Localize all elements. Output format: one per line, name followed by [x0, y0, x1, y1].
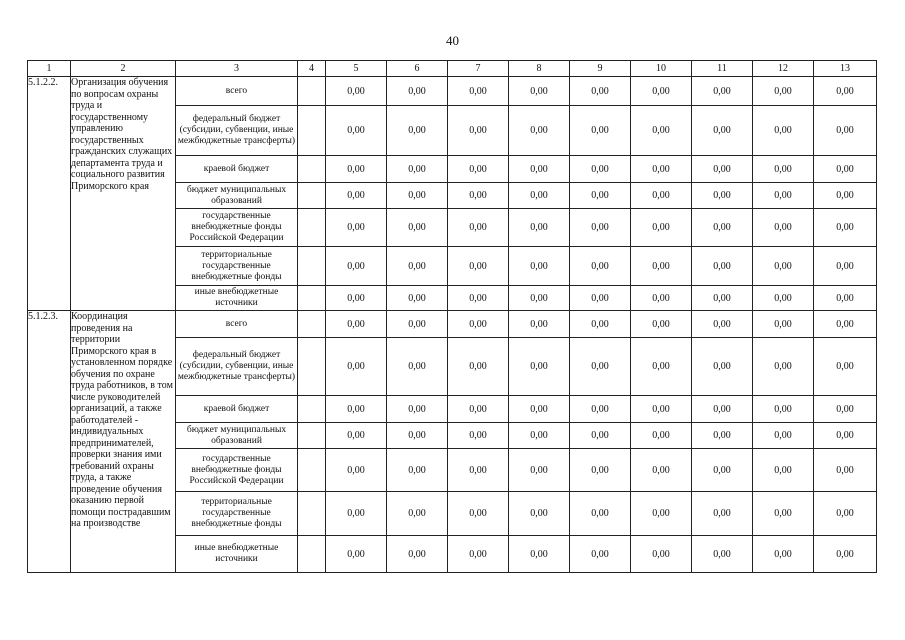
- value-cell: 0,00: [448, 338, 509, 396]
- item-name-cell: Координация проведения на территории Приморского края в установленном порядке обучения по охране труда работников, в том числе руководителей организаций, а также работодателей - индивидуальных предпринимателей, проверки знания ими требований охраны труда, а также проведение обучения оказанию первой помощи пострадавшим на производстве: [71, 311, 176, 573]
- value-cell: 0,00: [387, 311, 448, 338]
- value-cell: 0,00: [631, 183, 692, 209]
- value-cell: 0,00: [814, 247, 877, 286]
- funding-source-cell: всего: [176, 77, 298, 106]
- funding-source-cell: иные внебюджетные источники: [176, 536, 298, 573]
- value-cell: 0,00: [631, 106, 692, 156]
- value-cell: 0,00: [509, 536, 570, 573]
- value-cell: 0,00: [631, 209, 692, 247]
- value-cell: 0,00: [387, 77, 448, 106]
- value-cell: 0,00: [753, 311, 814, 338]
- header-cell: 13: [814, 61, 877, 77]
- value-cell: 0,00: [387, 209, 448, 247]
- value-cell: 0,00: [570, 209, 631, 247]
- value-cell: 0,00: [448, 536, 509, 573]
- value-cell: 0,00: [753, 77, 814, 106]
- value-cell: 0,00: [753, 156, 814, 183]
- value-cell: 0,00: [631, 492, 692, 536]
- value-cell: 0,00: [570, 492, 631, 536]
- value-cell: 0,00: [448, 286, 509, 311]
- value-cell: 0,00: [753, 423, 814, 449]
- value-cell: 0,00: [753, 106, 814, 156]
- value-cell: 0,00: [570, 338, 631, 396]
- value-cell: 0,00: [326, 492, 387, 536]
- value-cell: 0,00: [509, 156, 570, 183]
- header-cell: 7: [448, 61, 509, 77]
- value-cell: 0,00: [692, 338, 753, 396]
- value-cell: 0,00: [448, 492, 509, 536]
- header-cell: 3: [176, 61, 298, 77]
- value-cell: 0,00: [814, 423, 877, 449]
- value-cell: 0,00: [631, 449, 692, 492]
- funding-source-cell: федеральный бюджет (субсидии, субвенции, иные межбюджетные трансферты): [176, 106, 298, 156]
- item-code-cell: 5.1.2.3.: [28, 311, 71, 573]
- value-cell: 0,00: [448, 396, 509, 423]
- value-cell: 0,00: [570, 536, 631, 573]
- value-cell: 0,00: [326, 209, 387, 247]
- funding-source-cell: государственные внебюджетные фонды Российской Федерации: [176, 449, 298, 492]
- value-cell: 0,00: [692, 77, 753, 106]
- empty-cell: [298, 423, 326, 449]
- value-cell: 0,00: [387, 286, 448, 311]
- value-cell: 0,00: [631, 396, 692, 423]
- value-cell: 0,00: [448, 449, 509, 492]
- value-cell: 0,00: [387, 492, 448, 536]
- value-cell: 0,00: [448, 423, 509, 449]
- value-cell: 0,00: [631, 286, 692, 311]
- value-cell: 0,00: [692, 311, 753, 338]
- item-name-cell: Организация обучения по вопросам охраны труда и государственному управлению государственных гражданских служащих департамента труда и социального развития Приморского края: [71, 77, 176, 311]
- value-cell: 0,00: [814, 286, 877, 311]
- value-cell: 0,00: [814, 396, 877, 423]
- value-cell: 0,00: [753, 492, 814, 536]
- value-cell: 0,00: [326, 247, 387, 286]
- value-cell: 0,00: [509, 209, 570, 247]
- value-cell: 0,00: [814, 338, 877, 396]
- empty-cell: [298, 247, 326, 286]
- value-cell: 0,00: [509, 183, 570, 209]
- value-cell: 0,00: [570, 106, 631, 156]
- value-cell: 0,00: [570, 286, 631, 311]
- value-cell: 0,00: [814, 209, 877, 247]
- value-cell: 0,00: [326, 449, 387, 492]
- funding-source-cell: территориальные государственные внебюджетные фонды: [176, 247, 298, 286]
- value-cell: 0,00: [753, 536, 814, 573]
- value-cell: 0,00: [387, 106, 448, 156]
- value-cell: 0,00: [326, 77, 387, 106]
- value-cell: 0,00: [326, 423, 387, 449]
- empty-cell: [298, 311, 326, 338]
- value-cell: 0,00: [570, 183, 631, 209]
- value-cell: 0,00: [692, 423, 753, 449]
- value-cell: 0,00: [631, 423, 692, 449]
- empty-cell: [298, 396, 326, 423]
- value-cell: 0,00: [509, 77, 570, 106]
- value-cell: 0,00: [570, 247, 631, 286]
- value-cell: 0,00: [326, 311, 387, 338]
- header-cell: 2: [71, 61, 176, 77]
- value-cell: 0,00: [753, 247, 814, 286]
- value-cell: 0,00: [509, 311, 570, 338]
- header-row: [28, 61, 877, 77]
- value-cell: 0,00: [326, 338, 387, 396]
- value-cell: 0,00: [692, 396, 753, 423]
- value-cell: 0,00: [509, 449, 570, 492]
- budget-table: [27, 60, 877, 573]
- header-cell: 10: [631, 61, 692, 77]
- value-cell: 0,00: [753, 396, 814, 423]
- value-cell: 0,00: [387, 156, 448, 183]
- header-cell: 12: [753, 61, 814, 77]
- header-cell: 9: [570, 61, 631, 77]
- funding-source-cell: бюджет муниципальных образований: [176, 183, 298, 209]
- value-cell: 0,00: [631, 247, 692, 286]
- table-row: [28, 77, 877, 106]
- value-cell: 0,00: [448, 183, 509, 209]
- value-cell: 0,00: [326, 396, 387, 423]
- value-cell: 0,00: [509, 338, 570, 396]
- value-cell: 0,00: [814, 536, 877, 573]
- value-cell: 0,00: [387, 338, 448, 396]
- value-cell: 0,00: [509, 396, 570, 423]
- value-cell: 0,00: [570, 449, 631, 492]
- empty-cell: [298, 286, 326, 311]
- value-cell: 0,00: [509, 423, 570, 449]
- empty-cell: [298, 209, 326, 247]
- value-cell: 0,00: [509, 492, 570, 536]
- value-cell: 0,00: [631, 338, 692, 396]
- value-cell: 0,00: [509, 106, 570, 156]
- value-cell: 0,00: [570, 77, 631, 106]
- value-cell: 0,00: [692, 286, 753, 311]
- value-cell: 0,00: [326, 106, 387, 156]
- value-cell: 0,00: [448, 311, 509, 338]
- value-cell: 0,00: [326, 183, 387, 209]
- header-cell: 1: [28, 61, 71, 77]
- value-cell: 0,00: [753, 209, 814, 247]
- value-cell: 0,00: [387, 536, 448, 573]
- funding-source-cell: иные внебюджетные источники: [176, 286, 298, 311]
- value-cell: 0,00: [509, 247, 570, 286]
- empty-cell: [298, 183, 326, 209]
- value-cell: 0,00: [753, 183, 814, 209]
- value-cell: 0,00: [814, 449, 877, 492]
- value-cell: 0,00: [387, 183, 448, 209]
- value-cell: 0,00: [570, 423, 631, 449]
- value-cell: 0,00: [692, 183, 753, 209]
- empty-cell: [298, 536, 326, 573]
- value-cell: 0,00: [570, 311, 631, 338]
- value-cell: 0,00: [814, 492, 877, 536]
- funding-source-cell: краевой бюджет: [176, 396, 298, 423]
- page-number: 40: [446, 33, 459, 48]
- value-cell: 0,00: [326, 286, 387, 311]
- value-cell: 0,00: [692, 209, 753, 247]
- value-cell: 0,00: [814, 106, 877, 156]
- value-cell: 0,00: [448, 156, 509, 183]
- value-cell: 0,00: [814, 311, 877, 338]
- value-cell: 0,00: [570, 396, 631, 423]
- header-cell: 6: [387, 61, 448, 77]
- funding-source-cell: бюджет муниципальных образований: [176, 423, 298, 449]
- funding-source-cell: краевой бюджет: [176, 156, 298, 183]
- funding-source-cell: государственные внебюджетные фонды Российской Федерации: [176, 209, 298, 247]
- value-cell: 0,00: [692, 247, 753, 286]
- table-row: [28, 311, 877, 338]
- empty-cell: [298, 492, 326, 536]
- value-cell: 0,00: [692, 492, 753, 536]
- value-cell: 0,00: [753, 338, 814, 396]
- value-cell: 0,00: [692, 106, 753, 156]
- empty-cell: [298, 106, 326, 156]
- value-cell: 0,00: [631, 311, 692, 338]
- value-cell: 0,00: [631, 536, 692, 573]
- value-cell: 0,00: [753, 449, 814, 492]
- empty-cell: [298, 449, 326, 492]
- value-cell: 0,00: [448, 77, 509, 106]
- header-cell: 8: [509, 61, 570, 77]
- value-cell: 0,00: [387, 423, 448, 449]
- value-cell: 0,00: [631, 77, 692, 106]
- header-cell: 4: [298, 61, 326, 77]
- funding-source-cell: территориальные государственные внебюджетные фонды: [176, 492, 298, 536]
- value-cell: 0,00: [692, 449, 753, 492]
- header-cell: 11: [692, 61, 753, 77]
- funding-source-cell: всего: [176, 311, 298, 338]
- value-cell: 0,00: [692, 536, 753, 573]
- value-cell: 0,00: [448, 209, 509, 247]
- funding-source-cell: федеральный бюджет (субсидии, субвенции, иные межбюджетные трансферты): [176, 338, 298, 396]
- table-body: [28, 77, 877, 573]
- empty-cell: [298, 338, 326, 396]
- value-cell: 0,00: [448, 106, 509, 156]
- value-cell: 0,00: [326, 156, 387, 183]
- value-cell: 0,00: [753, 286, 814, 311]
- item-code-cell: 5.1.2.2.: [28, 77, 71, 311]
- header-cell: 5: [326, 61, 387, 77]
- value-cell: 0,00: [570, 156, 631, 183]
- empty-cell: [298, 77, 326, 106]
- value-cell: 0,00: [387, 449, 448, 492]
- value-cell: 0,00: [814, 77, 877, 106]
- value-cell: 0,00: [814, 156, 877, 183]
- value-cell: 0,00: [509, 286, 570, 311]
- value-cell: 0,00: [631, 156, 692, 183]
- empty-cell: [298, 156, 326, 183]
- value-cell: 0,00: [326, 536, 387, 573]
- value-cell: 0,00: [387, 247, 448, 286]
- value-cell: 0,00: [387, 396, 448, 423]
- value-cell: 0,00: [448, 247, 509, 286]
- value-cell: 0,00: [814, 183, 877, 209]
- value-cell: 0,00: [692, 156, 753, 183]
